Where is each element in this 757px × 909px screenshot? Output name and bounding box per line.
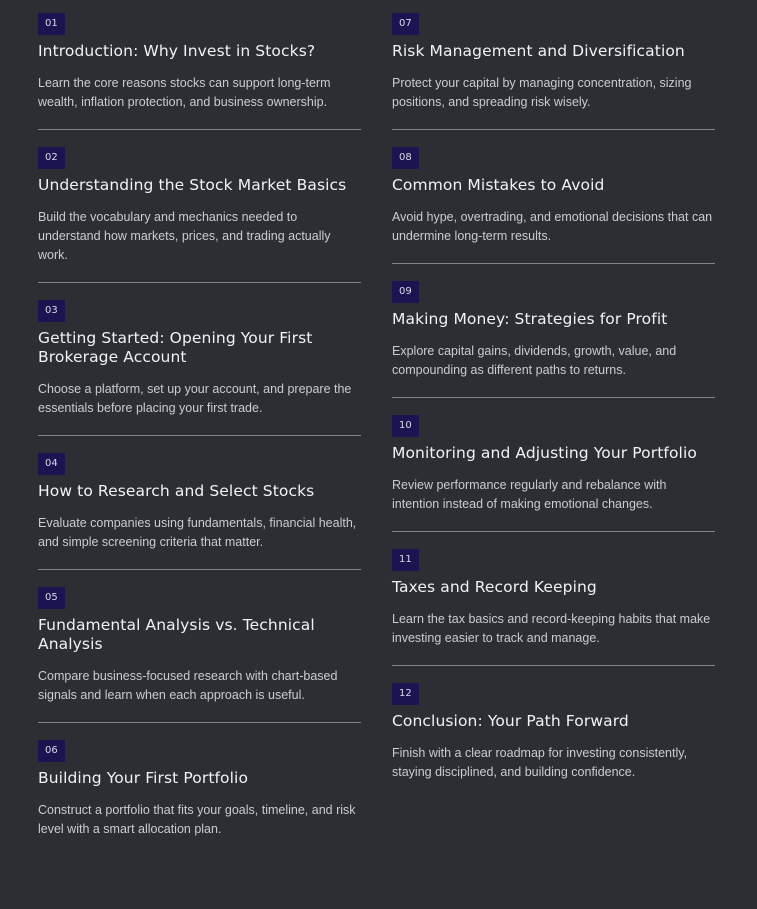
section-number-badge: 03 [38,300,65,322]
section-item [392,398,715,532]
section-number-badge: 11 [392,549,419,571]
section-description: Review performance regularly and rebalance with intention instead of making emotional changes. [392,478,667,511]
section-item [38,436,361,570]
section-description: Build the vocabulary and mechanics needed to understand how markets, prices, and trading actually work. [38,210,331,262]
section-description: Explore capital gains, dividends, growth, value, and compounding as different paths to returns. [392,344,677,377]
section-item [38,13,361,130]
section-number-badge: 05 [38,587,65,609]
section-item [392,532,715,666]
section-item [38,723,361,839]
section-description: Evaluate companies using fundamentals, financial health, and simple screening criteria that matter. [38,516,357,549]
section-title: Common Mistakes to Avoid [392,176,605,194]
right-column [392,13,715,799]
section-description: Protect your capital by managing concentration, sizing positions, and spreading risk wisely. [392,76,692,109]
section-description: Compare business-focused research with chart-based signals and learn when each approach is useful. [38,669,338,702]
section-item [38,283,361,436]
section-description: Choose a platform, set up your account, and prepare the essentials before placing your first trade. [38,382,352,415]
section-number-badge: 07 [392,13,419,35]
section-item [392,666,715,782]
section-number-badge: 09 [392,281,419,303]
section-title: Risk Management and Diversification [392,42,685,60]
section-description: Learn the tax basics and record-keeping habits that make investing easier to track and manage. [392,612,711,645]
section-number-badge: 04 [38,453,65,475]
section-description: Avoid hype, overtrading, and emotional decisions that can undermine long-term results. [392,210,713,243]
section-number-badge: 02 [38,147,65,169]
section-description: Learn the core reasons stocks can support long-term wealth, inflation protection, and business ownership. [38,76,331,109]
section-item [392,13,715,130]
section-title: Getting Started: Opening Your First Brokerage Account [38,329,313,366]
section-title: Fundamental Analysis vs. Technical Analysis [38,616,315,653]
section-title: Taxes and Record Keeping [392,578,597,596]
section-number-badge: 12 [392,683,419,705]
section-description: Construct a portfolio that fits your goals, timeline, and risk level with a smart allocation plan. [38,803,356,836]
section-title: Making Money: Strategies for Profit [392,310,668,328]
section-title: Conclusion: Your Path Forward [392,712,629,730]
section-title: Monitoring and Adjusting Your Portfolio [392,444,697,462]
left-column [38,13,361,856]
section-item [392,264,715,398]
section-title: How to Research and Select Stocks [38,482,315,500]
section-title: Introduction: Why Invest in Stocks? [38,42,316,60]
section-number-badge: 01 [38,13,65,35]
section-number-badge: 06 [38,740,65,762]
section-item [38,130,361,283]
section-title: Building Your First Portfolio [38,769,249,787]
section-description: Finish with a clear roadmap for investing consistently, staying disciplined, and building confidence. [392,746,688,779]
section-item [38,570,361,723]
section-title: Understanding the Stock Market Basics [38,176,347,194]
section-number-badge: 10 [392,415,419,437]
section-number-badge: 08 [392,147,419,169]
section-item [392,130,715,264]
